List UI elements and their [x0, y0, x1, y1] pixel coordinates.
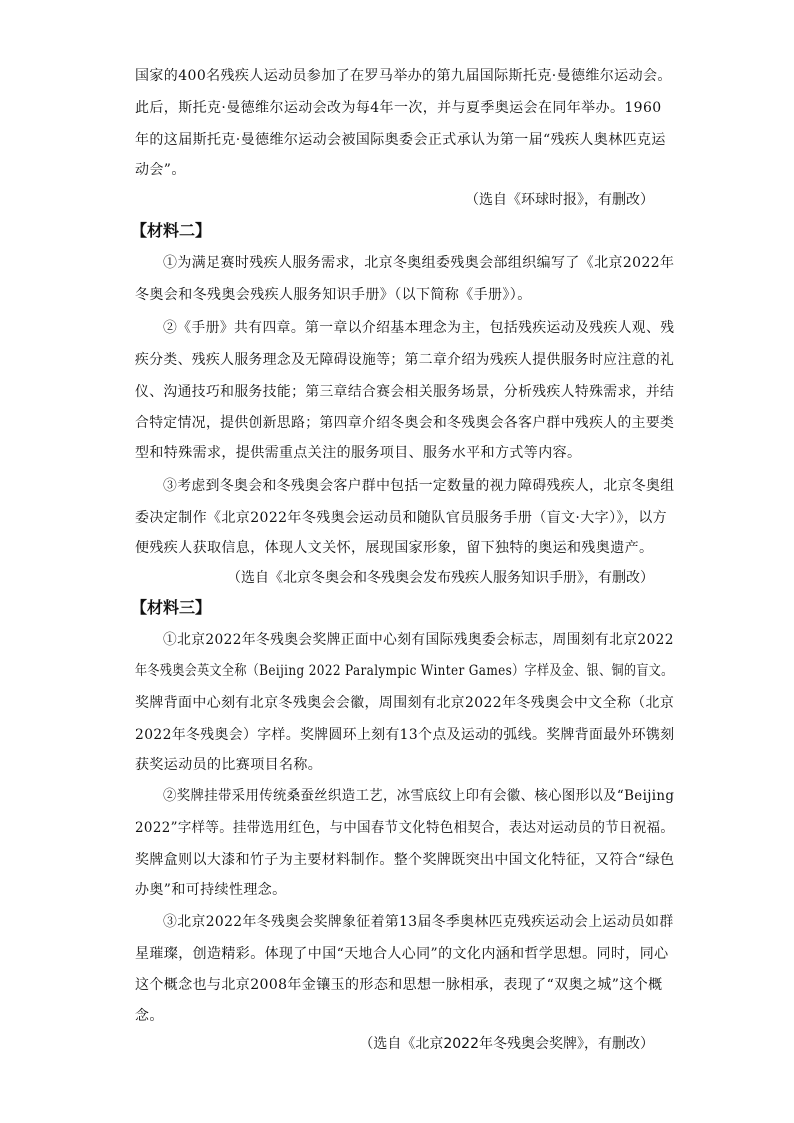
material2-line-4: 疾分类、残疾人服务理念及无障碍设施等；第二章介绍为残疾人提供服务时应注意的礼 [135, 352, 675, 368]
material2-line-9: 委决定制作《北京2022年冬残奥会运动员和随队官员服务手册（盲文·大字）》，以方 [135, 510, 668, 526]
material3-line-4: 2022年冬残奥会）字样。奖牌圆环上刻有13个点及运动的弧线。奖牌背面最外环镌刻 [135, 727, 675, 743]
intro-line-2: 此后，斯托克·曼德维尔运动会改为每4年一次，并与夏季奥运会在同年举办。1960 [135, 100, 662, 116]
material2-line-5: 仪、沟通技巧和服务技能；第三章结合赛会相关服务场景，分析残疾人特殊需求，并结 [135, 384, 675, 400]
intro-line-1: 国家的400名残疾人运动员参加了在罗马举办的第九届国际斯托克·曼德维尔运动会。 [135, 68, 672, 84]
material3-line-10: ③北京2022年冬残奥会奖牌象征着第13届冬季奥林匹克残疾运动会上运动员如群 [163, 914, 674, 930]
intro-line-4: 动会”。 [135, 162, 186, 178]
material2-source: （选自《北京冬奥会和冬残奥会发布残疾人服务知识手册》，有删改） [227, 570, 654, 586]
material3-line-9: 办奥”和可持续性理念。 [135, 882, 287, 898]
material2-line-2: 冬奥会和冬残奥会残疾人服务知识手册》（以下简称《手册》）。 [135, 287, 532, 303]
material2-heading: 【材料二】 [131, 221, 212, 240]
intro-source: （选自《环球时报》，有删改） [465, 192, 654, 208]
material2-line-6: 合特定情况，提供创新思路；第四章介绍冬奥会和冬残奥会各客户群中残疾人的主要类 [135, 415, 675, 431]
material3-line-6: ②奖牌挂带采用传统桑蚕丝织造工艺，冰雪底纹上印有会徽、核心图形以及“Beijing [163, 788, 675, 804]
material3-line-5: 获奖运动员的比赛项目名称。 [135, 757, 323, 773]
material2-line-3: ②《手册》共有四章。第一章以介绍基本理念为主，包括残疾运动及残疾人观、残 [163, 320, 675, 336]
material3-line-12: 这个概念也与北京2008年金镶玉的形态和思想一脉相承，表现了“双奥之城”这个概 [135, 977, 663, 993]
material2-line-8: ③考虑到冬奥会和冬残奥会客户群中包括一定数量的视力障碍残疾人，北京冬奥组 [163, 478, 675, 494]
material3-line-7: 2022”字样等。挂带选用红色，与中国春节文化特色相契合，表达对运动员的节日祝福。 [135, 820, 675, 836]
material3-line-1: ①北京2022年冬残奥会奖牌正面中心刻有国际残奥委会标志，周围刻有北京2022 [163, 632, 674, 648]
material3-line-11: 星璀璨，创造精彩。体现了中国“天地合人心同”的文化内涵和哲学思想。同时，同心 [135, 946, 669, 962]
material3-source: （选自《北京2022年冬残奥会奖牌》，有删改） [359, 1036, 654, 1052]
material3-line-3: 奖牌背面中心刻有北京冬残奥会会徽，周围刻有北京2022年冬残奥会中文全称（北京 [135, 695, 675, 711]
material2-line-7: 型和特殊需求，提供需重点关注的服务项目、服务水平和方式等内容。 [135, 445, 582, 461]
material3-line-2: 年冬残奥会英文全称（Beijing 2022 Paralympic Winter Games）字样及金、银、铜的盲文。 [135, 663, 674, 679]
material2-line-10: 便残疾人获取信息，体现人文关怀，展现国家形象，留下独特的奥运和残奥遗产。 [135, 540, 654, 556]
material3-heading: 【材料三】 [131, 598, 212, 617]
material3-line-13: 念。 [135, 1008, 164, 1024]
intro-line-3: 年的这届斯托克·曼德维尔运动会被国际奥委会正式承认为第一届“残疾人奥林匹克运 [135, 132, 666, 148]
material3-line-8: 奖牌盒则以大漆和竹子为主要材料制作。整个奖牌既突出中国文化特征，又符合“绿色 [135, 852, 675, 868]
material2-line-1: ①为满足赛时残疾人服务需求，北京冬奥组委残奥会部组织编写了《北京2022年 [163, 255, 675, 271]
